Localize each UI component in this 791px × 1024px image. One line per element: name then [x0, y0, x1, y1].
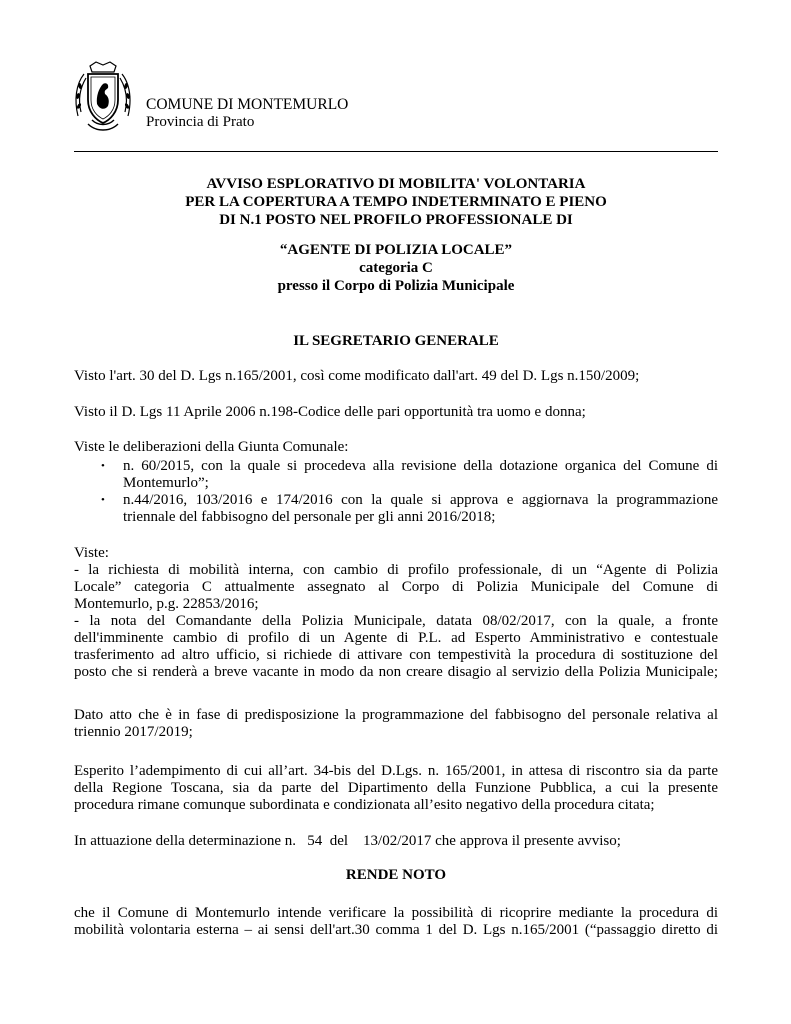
- text-line: che il Comune di Montemurlo intende verificare la possibilità di ricoprire mediante la procedura di: [74, 905, 718, 921]
- paragraph-visto-1: [74, 368, 718, 385]
- text-line: In attuazione della determinazione n. 54 del 13/02/2017 che approva il presente avviso;: [74, 833, 621, 849]
- text-line: della Regione Toscana, sia da parte del Dipartimento della Funzione Pubblica, a cui la presente: [74, 780, 718, 796]
- title-line: PER LA COPERTURA A TEMPO INDETERMINATO E PIENO: [185, 194, 607, 210]
- text-line: Montemurlo, p.g. 22853/2016;: [74, 596, 259, 612]
- rende-noto-heading: RENDE NOTO: [345, 867, 447, 883]
- bullet-icon: •: [101, 460, 105, 472]
- text-line: dell'imminente cambio di profilo di un Agente di P.L. ad Esperto Amministrativo e contestuale: [74, 630, 718, 646]
- header-divider: [74, 151, 718, 152]
- text-line: triennio 2017/2019;: [74, 724, 193, 740]
- list-item: [74, 458, 718, 492]
- paragraph-viste: [74, 545, 718, 681]
- role-category: categoria C: [359, 260, 433, 276]
- paragraph-dato-atto: [74, 707, 718, 741]
- text-line: Visto il D. Lgs 11 Aprile 2006 n.198-Codice delle pari opportunità tra uomo e donna;: [74, 404, 586, 420]
- bullet-icon: •: [101, 494, 105, 506]
- province-name: Provincia di Prato: [146, 114, 255, 130]
- text-line: n.44/2016, 103/2016 e 174/2016 con la quale si approva e aggiornava la programmazione: [123, 492, 718, 508]
- text-line: Montemurlo”;: [123, 475, 209, 491]
- role-name: “AGENTE DI POLIZIA LOCALE”: [279, 242, 513, 258]
- role-title: [74, 242, 718, 296]
- text-line: Dato atto che è in fase di predisposizione la programmazione del fabbisogno del personale relativa al: [74, 707, 718, 723]
- paragraph-attuazione: [74, 833, 718, 850]
- paragraph-visto-2: [74, 404, 718, 421]
- text-line: - la richiesta di mobilità interna, con cambio di profilo professionale, di un “Agente di Polizia: [74, 562, 718, 578]
- list-item: [74, 492, 718, 526]
- title-line: DI N.1 POSTO NEL PROFILO PROFESSIONALE DI: [219, 212, 573, 228]
- role-department: presso il Corpo di Polizia Municipale: [277, 278, 515, 294]
- deliberations-list: [74, 458, 718, 526]
- municipal-crest-icon: [72, 60, 134, 132]
- paragraph-viste-intro: [74, 439, 718, 456]
- text-line: Esperito l’adempimento di cui all’art. 34-bis del D.Lgs. n. 165/2001, in attesa di riscontro sia da parte: [74, 763, 718, 779]
- text-line: n. 60/2015, con la quale si procedeva alla revisione della dotazione organica del Comune di: [123, 458, 718, 474]
- text-line: Locale” categoria C attualmente assegnato al Corpo di Polizia Municipale del Comune di: [74, 579, 718, 595]
- text-line: trasferimento ad altro ufficio, si richiede di attivare con tempestività la procedura di sostituzione del: [74, 647, 718, 663]
- text-line: Viste:: [74, 545, 109, 561]
- text-line: Viste le deliberazioni della Giunta Comunale:: [74, 439, 349, 455]
- text-line: triennale del fabbisogno del personale per gli anni 2016/2018;: [123, 509, 496, 525]
- text-line: posto che si renderà a breve vacante in modo da non creare disagio al servizio della Polizia Municipale;: [74, 664, 718, 680]
- text-line: Visto l'art. 30 del D. Lgs n.165/2001, così come modificato dall'art. 49 del D. Lgs n.150/2009;: [74, 368, 640, 384]
- paragraph-esperito: [74, 763, 718, 814]
- section-heading: IL SEGRETARIO GENERALE: [293, 333, 499, 349]
- text-line: - la nota del Comandante della Polizia Municipale, datata 08/02/2017, con la quale, a fronte: [74, 613, 718, 629]
- text-line: procedura rimane comunque subordinata e condizionata all’esito negativo della procedura citata;: [74, 797, 655, 813]
- notice-title: [74, 176, 718, 230]
- municipality-name: COMUNE DI MONTEMURLO: [146, 96, 349, 113]
- paragraph-final: [74, 905, 718, 939]
- title-line: AVVISO ESPLORATIVO DI MOBILITA' VOLONTARIA: [206, 176, 586, 192]
- text-line: mobilità volontaria esterna – ai sensi dell'art.30 comma 1 del D. Lgs n.165/2001 (“passaggio diretto di: [74, 922, 718, 938]
